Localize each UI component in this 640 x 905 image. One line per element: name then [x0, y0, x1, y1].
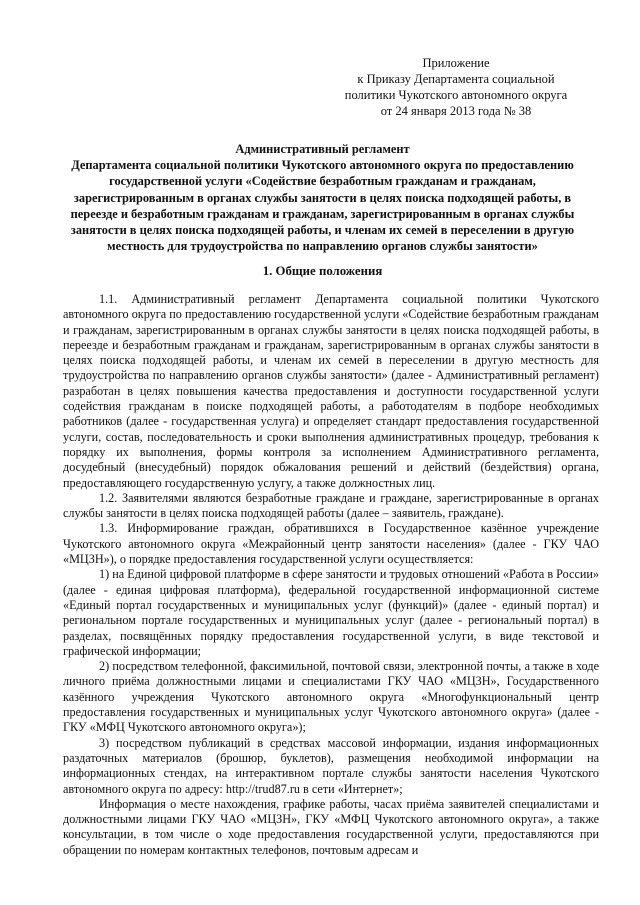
paragraph-1-3: 1.3. Информирование граждан, обратившихся в Государственное казённое учреждение Чукотского автономного округа «Межрайонный центр занятости населения» (далее - ГКУ ЧАО «МЦЗН»), о порядке предоставления государственной услуги осуществляется:	[63, 521, 599, 567]
appendix-department: политики Чукотского автономного округа	[344, 88, 568, 102]
paragraph-1-1: 1.1. Административный регламент Департамента социальной политики Чукотского автономного округа по предоставлению государственной услуги «Содействие безработным гражданам и гражданам, зарегистрированным в органах службы занятости в целях поиска подходящей работы, в переезде и безработным гражданам и гражданам, зарегистрированным в органах службы занятости в целях поиска подходящей работы, и членам их семей в переселении в другую местность для трудоустройства по направлению органов службы занятости» (далее - Административный регламент) разработан в целях повышения качества предоставления и доступности государственной услуги содействия гражданам в поиске подходящей работы, а работодателям в подборе необходимых работников (далее - государственная услуга) и определяет стандарт предоставления государственной услуги, состав, последовательность и сроки выполнения административных процедур, требования к порядку их выполнения, формы контроля за исполнением Административного регламента, досудебный (внесудебный) порядок обжалования решений и действий (бездействия) органа, предоставляющего государственную услугу, а также должностных лиц.	[63, 292, 599, 490]
title-line: зарегистрированным в органах службы занятости в целях поиска подходящей работы, в	[73, 190, 572, 205]
title-line: Административный регламент	[235, 142, 410, 156]
paragraph-1-2: 1.2. Заявителями являются безработные граждане и граждане, зарегистрированные в органах службы занятости в целях поиска подходящей работы (далее – заявитель, граждане).	[63, 490, 599, 521]
title-line: занятости в целях поиска подходящей работы, и членам их семей в переселении в другую	[70, 223, 575, 238]
title-line: государственной услуги «Содействие безработным гражданам и гражданам,	[109, 174, 536, 189]
paragraph-item-1: 1) на Единой цифровой платформе в сфере занятости и трудовых отношений «Работа в России» (далее - единая цифровая платформа), федеральной государственной информационной системе «Единый портал государственных и муниципальных услуг (функций)» (далее - единый портал) и региональном портале государственных и муниципальных услуг (далее - региональный портал) в разделах, посвящённых порядку предоставления государственной услуги, в виде текстовой и графической информации;	[63, 567, 599, 658]
paragraph-information: Информация о месте нахождения, графике работы, часах приёма заявителей специалистами и должностными лицами ГКУ ЧАО «МЦЗН», ГКУ «МФЦ Чукотского автономного округа», а также консультации, в том числе о ходе предоставления государственной услуги, предоставляются при обращении по номерам контактных телефонов, почтовым адресам и	[63, 796, 599, 857]
title-line: переезде и безработным гражданам и гражданам, зарегистрированным в органах службы	[70, 206, 575, 221]
appendix-date: от 24 января 2013 года № 38	[380, 104, 532, 118]
paragraph-item-2: 2) посредством телефонной, факсимильной, почтовой связи, электронной почты, а также в ходе личного приёма должностными лицами и специалистами ГКУ ЧАО «МЦЗН», Государственного казённого учреждения Чукотского автономного округа «Многофункциональный центр предоставления государственных и муниципальных услуг Чукотского автономного округа» (далее - ГКУ «МФЦ Чукотского автономного округа»);	[63, 659, 599, 735]
appendix-header	[300, 55, 612, 119]
section-heading: 1. Общие положения	[262, 264, 383, 278]
document-title	[40, 141, 605, 254]
document-body	[63, 292, 599, 858]
title-line: Департамента социальной политики Чукотского автономного округа по предоставлению	[71, 158, 574, 173]
appendix-label: Приложение	[422, 56, 490, 70]
appendix-order-ref: к Приказу Департамента социальной	[357, 72, 555, 86]
title-line: местность для трудоустройства по направлению органов службы занятости»	[107, 239, 538, 254]
paragraph-item-3: 3) посредством публикаций в средствах массовой информации, издания информационных раздаточных материалов (брошюр, буклетов), размещения необходимой информации на информационных стендах, на интерактивном портале службы занятости населения Чукотского автономного округа по адресу: http://trud87.ru в сети «Интернет»;	[63, 735, 599, 796]
